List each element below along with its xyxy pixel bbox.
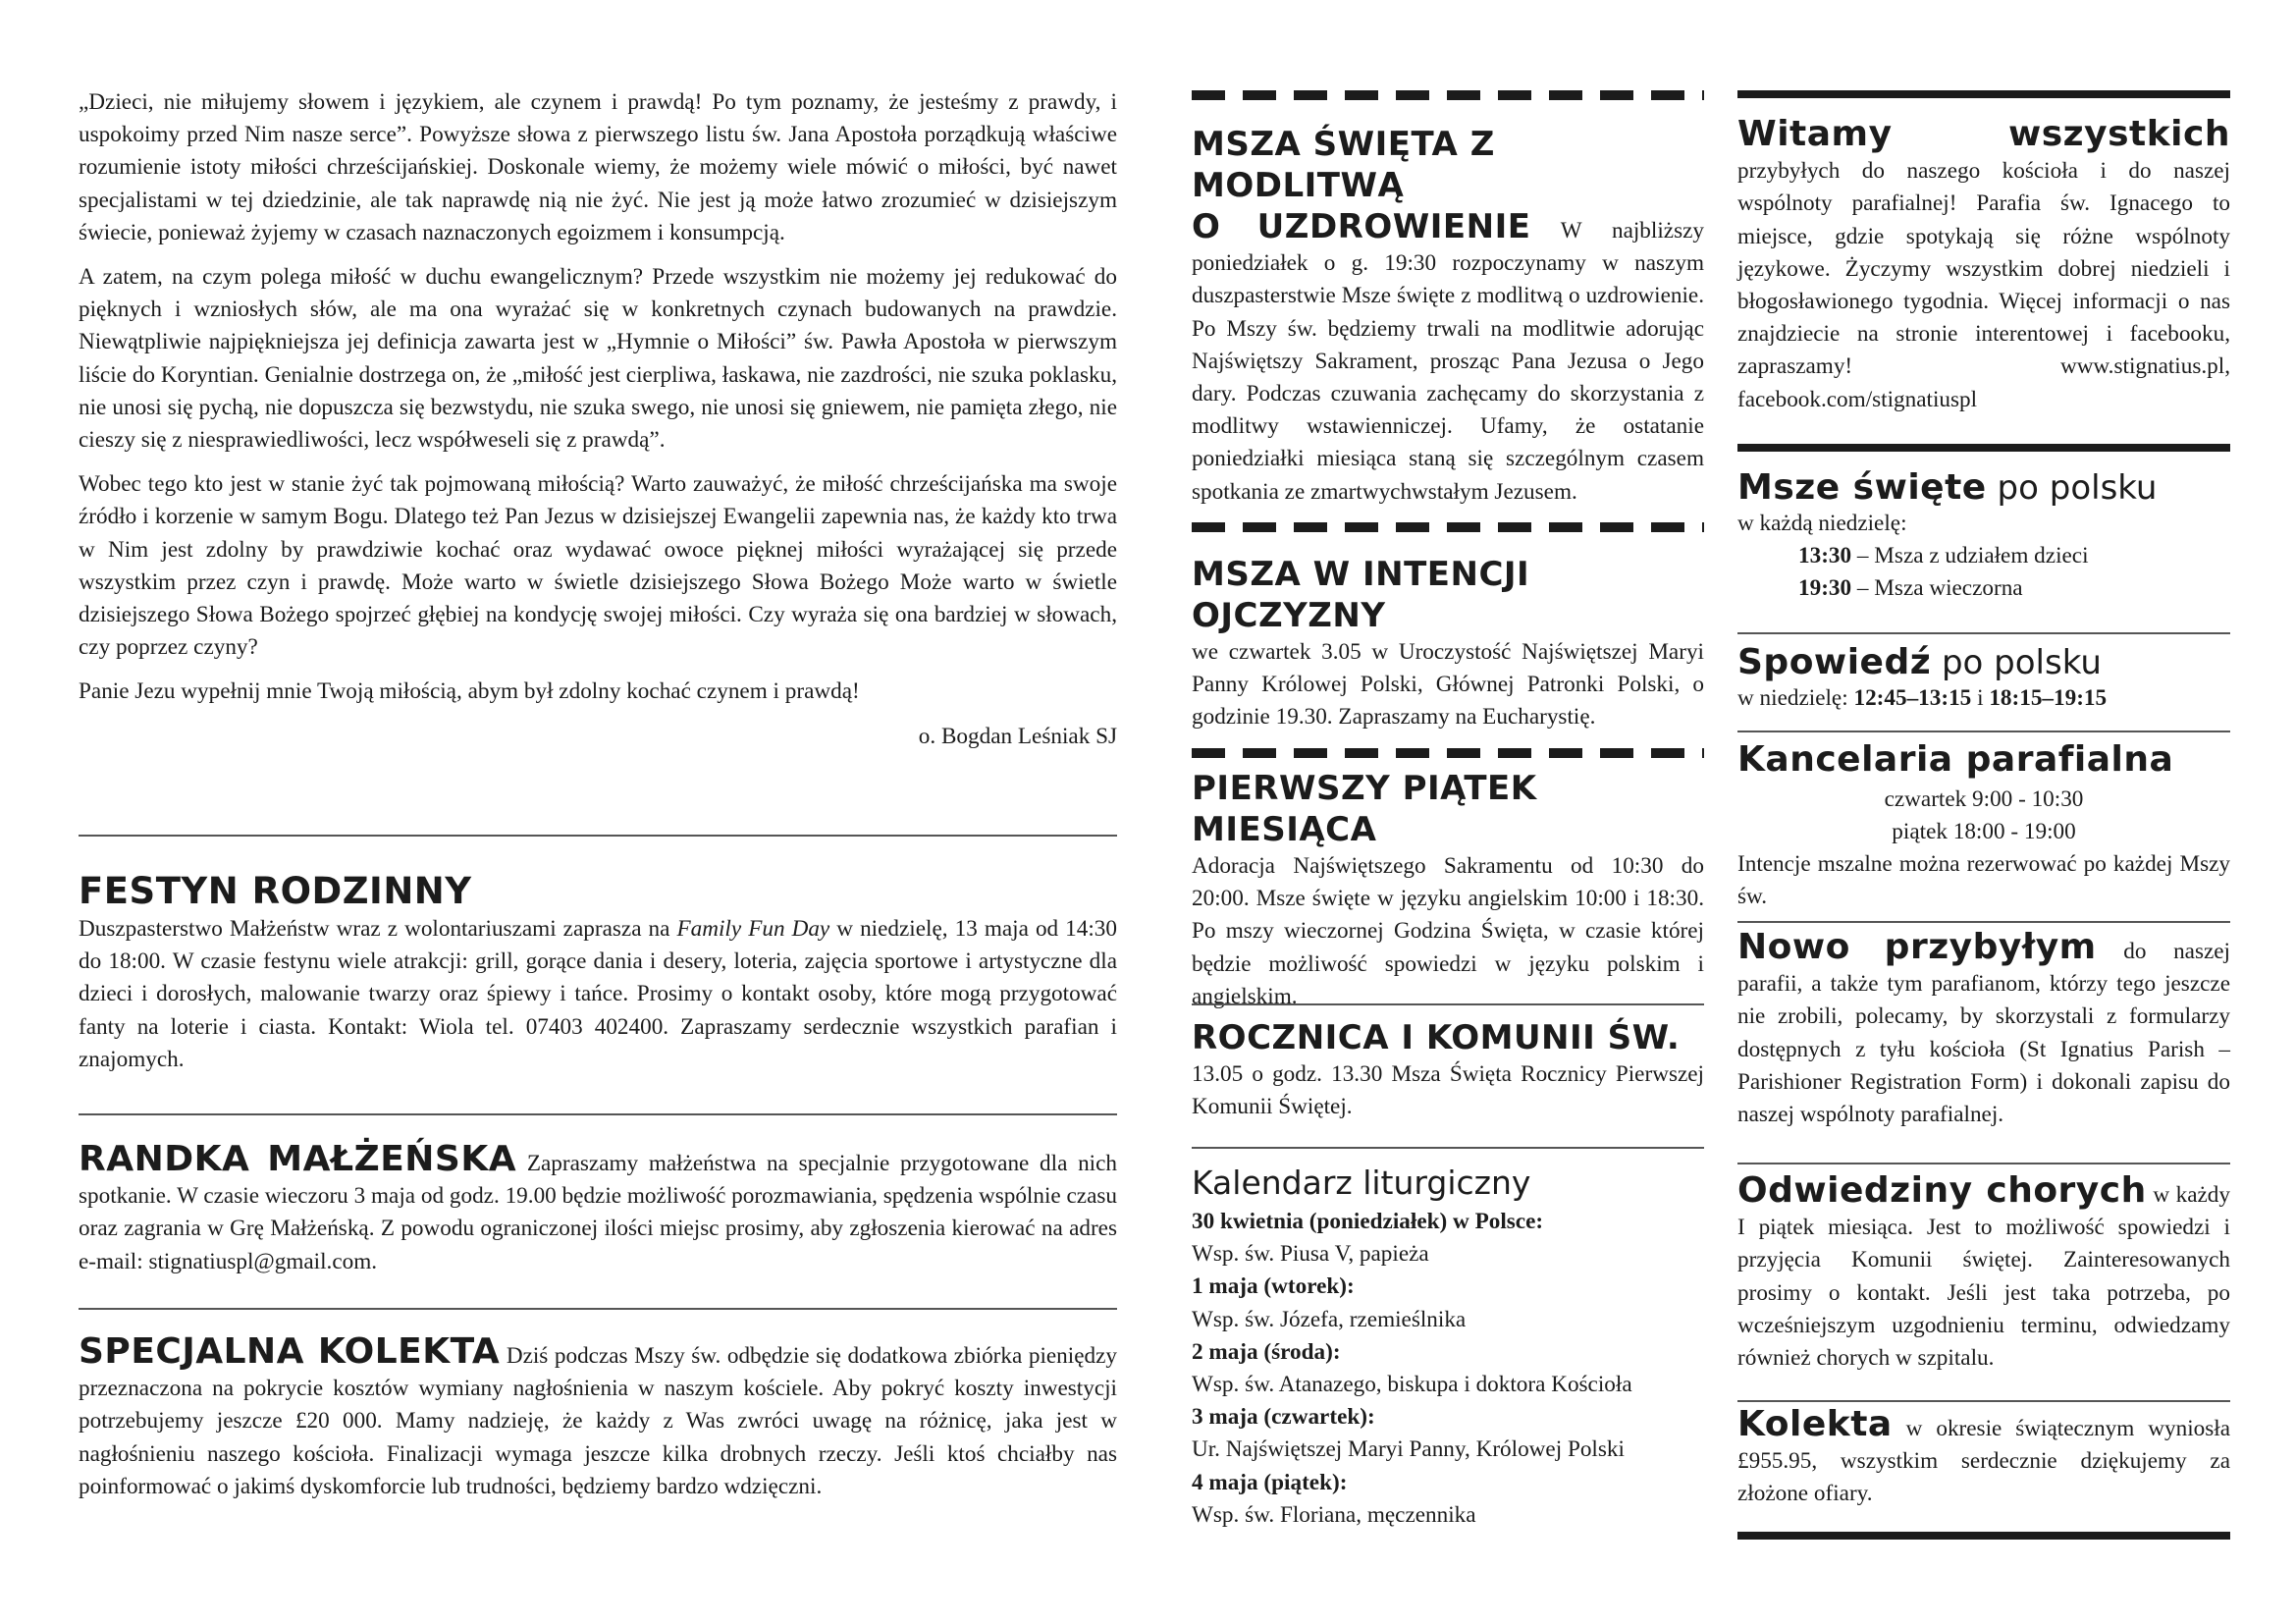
section-divider: [1737, 1400, 2230, 1402]
section-divider: [79, 835, 1117, 837]
communion-anniversary-text: 13.05 o godz. 13.30 Msza Święta Rocznicy Pierwszej Komunii Świętej.: [1192, 1061, 1704, 1120]
collection-section: [1737, 1404, 2230, 1511]
reflection-prayer: Panie Jezu wypełnij mnie Twoją miłością, abym był zdolny kochać czynem i prawdą!: [79, 678, 860, 705]
thick-divider: [1737, 1532, 2230, 1540]
calendar-desc: Ur. Najświętszej Maryi Panny, Królowej Polski: [1192, 1436, 1625, 1463]
randka-title: RANDKA MAŁŻEŃSKA: [79, 1139, 517, 1179]
dashed-divider: [1192, 748, 1704, 758]
homeland-mass-text: we czwartek 3.05 w Uroczystość Najświętszej Maryi Panny Królowej Polski, Głównej Patronki Polski, o godzinie 19.30. Zapraszamy na Eucharystię.: [1192, 639, 1704, 731]
special-collection-text: Dziś podczas Mszy św. odbędzie się dodatkowa zbiórka pieniędzy przeznaczona na pokrycie kosztów wymiany nagłośnienia w naszym kościele. Aby pokryć koszty inwestycji potrzebujemy jeszcze £20 000. Mamy nadzieję, że każdy z Was zwróci uwagę na różnicę, jaka jest w nagłośnieniu naszego kościoła. Finalizacji wymaga jeszcze kilka drobnych rzeczy. Jeśli ktoś chciałby nas poinformować o jakimś dyskomforcie lub trudności, będziemy bardzo wdzięczni.: [79, 1343, 1117, 1499]
office-section: [1737, 736, 2230, 913]
healing-mass-title-line2: O UZDROWIENIE: [1192, 207, 1531, 246]
festyn-title: FESTYN RODZINNY: [79, 870, 472, 912]
special-collection-section: [79, 1331, 1117, 1503]
healing-mass-text: W najbliższy poniedziałek o g. 19:30 rozpoczynamy w naszym duszpasterstwie Msze święte z modlitwą o uzdrowienie. Po Mszy św. będziemy trwali na modlitwie adorując Najświętszy Sakrament, prosząc Pana Jezusa o Jego dary. Podczas czuwania zachęcamy do skorzystania z modlitwy wstawienniczej. Ufamy, że ostatanie poniedziałki miesiąca staną się szczególnym czasem spotkania ze zmartwychwstałym Jezusem.: [1192, 218, 1704, 505]
dashed-divider: [1192, 522, 1704, 532]
office-hours: piątek 18:00 - 19:00: [1892, 819, 2076, 844]
confession-title: Spowiedź: [1737, 642, 1932, 682]
section-divider: [1737, 1163, 2230, 1164]
section-divider: [1737, 731, 2230, 732]
calendar-day: 3 maja (czwartek):: [1192, 1404, 1375, 1431]
reflection-paragraph: „Dzieci, nie miłujemy słowem i językiem, ale czynem i prawdą! Po tym poznamy, że jesteśmy z prawdy, i uspokoimy przed Nim nasze serce”. Powyższe słowa z pierwszego listu św. Jana Apostoła porządkują właściwe rozumienie istoty miłości chrześcijańskiej. Doskonale wiemy, że możemy wiele mówić o miłości, być nawet specjalistami w tej dziedzinie, ale tak naprawdę nią nie żyć. Nie jest ją może łatwo zrozumieć w dzisiejszym świecie, ponieważ żyjemy w czasach naznaczonych egoizmem i konsumpcją.: [79, 89, 1117, 245]
thick-divider: [1737, 444, 2230, 452]
calendar-day: 30 kwietnia (poniedziałek) w Polsce:: [1192, 1209, 1544, 1234]
calendar-entry: [1192, 1467, 1704, 1532]
office-title: Kancelaria parafialna: [1737, 739, 2174, 780]
calendar-entry: [1192, 1401, 1704, 1466]
section-divider: [1737, 632, 2230, 634]
first-friday-title: PIERWSZY PIĄTEK MIESIĄCA: [1192, 769, 1537, 849]
calendar-desc: Wsp. św. Floriana, męczennika: [1192, 1501, 1476, 1528]
confession-section: Spowiedź po polsku w niedzielę: 12:45–13:15 i 18:15–19:15: [1737, 642, 2230, 715]
section-divider: [1737, 921, 2230, 923]
confession-times: w niedzielę: 12:45–13:15 i 18:15–19:15: [1737, 685, 2108, 711]
first-friday-text: Adoracja Najświętszego Sakramentu od 10:30 do 20:00. Msze święte w języku angielskim 10:00 i 18:30. Po mszy wieczornej Godzina Święta, w czasie której będzie możliwość spowiedzi w języku polskim i angielskim.: [1192, 853, 1704, 1009]
section-divider: [1192, 1147, 1704, 1149]
randka-section: [79, 1139, 1117, 1278]
calendar-day: 2 maja (środa):: [1192, 1338, 1341, 1365]
collection-title: Kolekta: [1737, 1404, 1893, 1444]
communion-anniversary-title: ROCZNICA I KOMUNII ŚW.: [1192, 1018, 1681, 1057]
welcome-title: Witamy wszystkich: [1737, 114, 2230, 154]
sick-visits-text: w każdy I piątek miesiąca. Jest to możliwość spowiedzi i przyjęcia Komunii świętej. Zainteresowanych prosimy o kontakt. Jeśli jest taka potrzeba, po wcześniejszym uzgodnieniu terminu, odwiedzamy również chorych w szpitalu.: [1737, 1182, 2230, 1372]
reflection-paragraph: Wobec tego kto jest w stanie żyć tak pojmowaną miłością? Warto zauważyć, że miłość chrześcijańska ma swoje źródło i korzenie w samym Bogu. Dlatego też Pan Jezus w dzisiejszej Ewangelii zapewnia nas, że każdy kto trwa w Nim jest zdolny by prawdziwie kochać oraz wydawać owoce pięknej miłości wyrażającej się przede wszystkim przez czyn i prawdę. Może warto w świetle dzisiejszego Słowa Bożego Może warto w świetle dzisiejszego Słowa Bożego spojrzeć głębiej na kondycję swojej miłości. Czy wyraża się ona bardziej w słowach, czy poprzez czyny?: [79, 471, 1117, 661]
polish-masses-sub: w każdą niedzielę:: [1737, 511, 1907, 536]
calendar-entry: [1192, 1336, 1704, 1401]
office-hours: czwartek 9:00 - 10:30: [1884, 786, 2084, 812]
author-signature: o. Bogdan Leśniak SJ: [918, 723, 1117, 749]
calendar-desc: Wsp. św. Atanazego, biskupa i doktora Kościoła: [1192, 1372, 1632, 1398]
calendar-day: 4 maja (piątek):: [1192, 1469, 1348, 1495]
newcomers-section: [1737, 927, 2231, 1131]
calendar-entries: [1192, 1206, 1704, 1532]
section-divider: [1192, 1003, 1704, 1005]
mass-row: 13:30 – Msza z udziałem dzieci: [1798, 543, 2089, 568]
communion-anniversary-section: [1192, 1017, 1704, 1123]
liturgical-calendar-title: Kalendarz liturgiczny: [1192, 1164, 1531, 1202]
liturgical-calendar-section: [1192, 1161, 1704, 1532]
office-text: Intencje mszalne można rezerwować po każdej Mszy św.: [1737, 851, 2230, 910]
calendar-desc: Wsp. św. Józefa, rzemieślnika: [1192, 1306, 1467, 1332]
festyn-section: [79, 870, 1117, 1076]
festyn-text: Duszpasterstwo Małżeństw wraz z wolontariuszami zaprasza na Family Fun Day w niedzielę, 13 maja od 14:30 do 18:00. W czasie festynu wiele atrakcji: grill, gorące dania i desery, loteria, zajęcia sportowe i artystyczne dla dzieci i dorosłych, malowanie twarzy oraz śpiewy i tańce. Prosimy o kontakt osoby, które mogą przygotować fanty na loterie i ciasta. Kontakt: Wiola tel. 07403 402400. Zapraszamy serdecznie wszystkich parafian i znajomych.: [79, 916, 1117, 1072]
homeland-mass-section: [1192, 554, 1704, 734]
section-divider: [79, 1113, 1117, 1115]
first-friday-section: [1192, 768, 1704, 1013]
thick-divider: [1737, 90, 2230, 98]
polish-masses-title: Msze święte: [1737, 467, 1987, 508]
dashed-divider: [1192, 90, 1704, 100]
healing-mass-title-line1: MSZA ŚWIĘTA Z MODLITWĄ: [1192, 125, 1495, 205]
calendar-entry: [1192, 1271, 1704, 1335]
reflection-paragraph: A zatem, na czym polega miłość w duchu ewangelicznym? Przede wszystkim nie możemy jej redukować do pięknych i wzniosłych słów, ale ma ona wyrażać się w konkretnych czynach budowanych na prawdzie. Niewątpliwie najpiękniejsza jej definicja zawarta jest w „Hymnie o Miłości” św. Pawła Apostoła w pierwszym liście do Koryntian. Genialnie dostrzega on, że „miłość jest cierpliwa, łaskawa, nie zazdrości, nie szuka poklasku, nie unosi się pychą, nie dopuszcza się bezwstydu, nie szuka swego, nie unosi się gniewem, nie pamięta złego, nie cieszy się z niesprawiedliwości, lecz współweseli się z prawdą”.: [79, 264, 1117, 454]
newcomers-text: do naszej parafii, a także tym parafianom, którzy tego jeszcze nie zrobili, polecamy, by skorzystali z formularzy dostępnych z tyłu kościoła (St Ignatius Parish – Parishioner Registration Form) i dokonali zapisu do naszej wspólnoty parafialnej.: [1737, 939, 2231, 1128]
special-collection-title: SPECJALNA KOLEKTA: [79, 1331, 501, 1372]
welcome-section: [1737, 114, 2230, 416]
polish-masses-section: Msze święte po polsku w każdą niedzielę: 13:30 – Msza z udziałem dzieci 19:30 – Msza wieczorna: [1737, 467, 2230, 605]
newcomers-title: Nowo przybyłym: [1737, 927, 2097, 967]
reflection-article: [79, 86, 1117, 753]
calendar-day: 1 maja (wtorek):: [1192, 1273, 1355, 1300]
randka-text: Zapraszamy małżeństwa na specjalnie przygotowane dla nich spotkanie. W czasie wieczoru 3 maja od godz. 19.00 będzie możliwość porozmawiania, spędzenia wspólnie czasu oraz zagrania w Grę Małżeńską. Z powodu ograniczonej ilości miejsc prosimy, aby zgłoszenia kierować na adres e-mail: stignatiuspl@gmail.com.: [79, 1151, 1117, 1274]
sick-visits-title: Odwiedziny chorych: [1737, 1170, 2147, 1211]
collection-text: w okresie świątecznym wyniosła £955.95, wszystkim serdecznie dziękujemy za złożone ofiary.: [1737, 1416, 2230, 1507]
homeland-mass-title: MSZA W INTENCJI OJCZYZNY: [1192, 555, 1530, 635]
calendar-entry: [1192, 1206, 1704, 1271]
welcome-text: przybyłych do naszego kościoła i do naszej wspólnoty parafialnej! Parafia św. Ignacego to miejsce, gdzie spotykają się różne wspólnoty językowe. Życzymy wszystkim dobrej niedzieli i błogosławionego tygodnia. Więcej informacji o nas znajdziecie na stronie interentowej i facebooku, zapraszamy! www.stignatius.pl, facebook.com/stignatiuspl: [1737, 158, 2230, 412]
section-divider: [79, 1308, 1117, 1310]
sick-visits-section: [1737, 1170, 2230, 1375]
mass-row: 19:30 – Msza wieczorna: [1798, 575, 2023, 601]
healing-mass-section: [1192, 124, 1704, 509]
calendar-desc: Wsp. św. Piusa V, papieża: [1192, 1241, 1429, 1268]
